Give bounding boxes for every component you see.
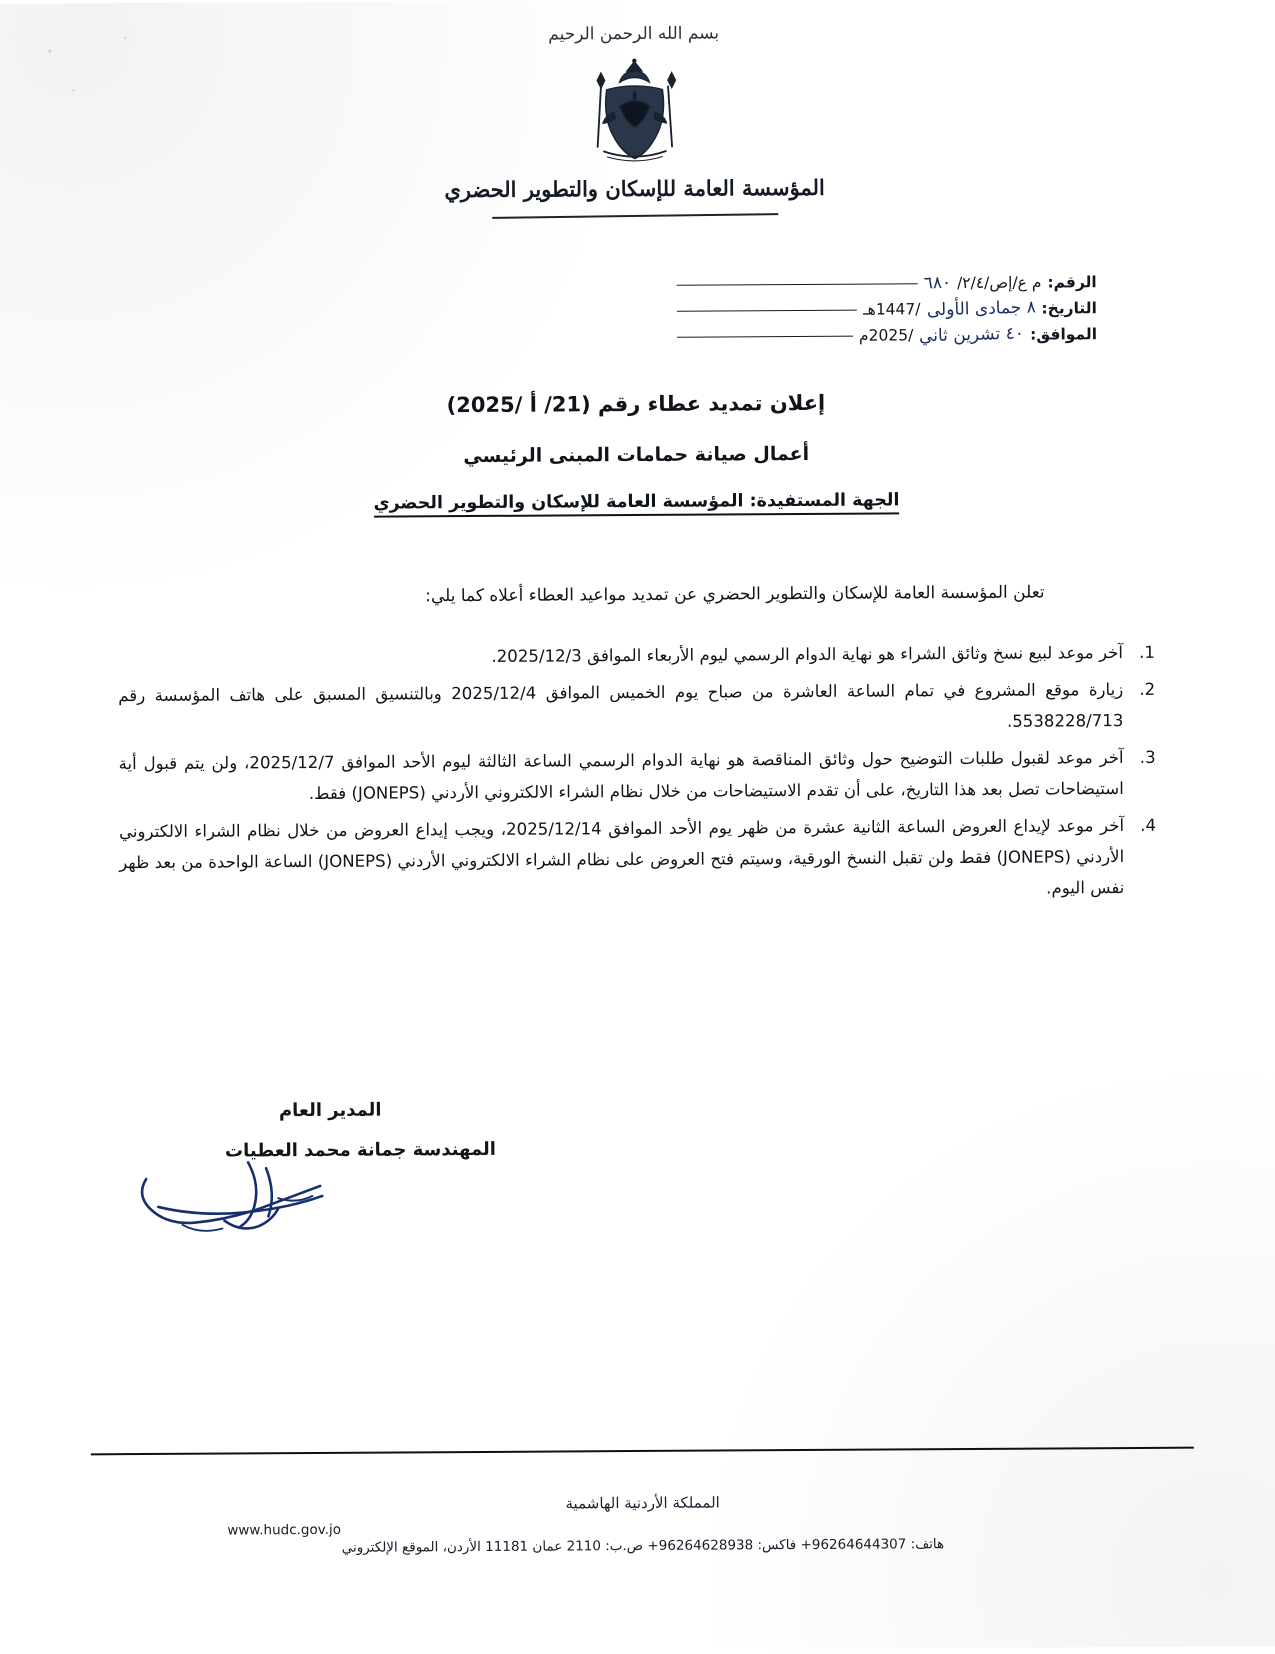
reference-date-label: التاريخ: xyxy=(1041,299,1097,318)
reference-date-row xyxy=(677,295,1097,324)
reference-number-rule xyxy=(677,283,918,285)
reference-date-rule xyxy=(677,310,857,312)
clause-item: زيارة موقع المشروع في تمام الساعة العاشرة من صباح يوم الخميس الموافق 2025/12/4 وبالتنسيق المسبق على هاتف المؤسسة رقم 5538228/713. xyxy=(118,680,1124,731)
handwritten-signature xyxy=(128,1141,399,1253)
beneficiary-text: الجهة المستفيدة: المؤسسة العامة للإسكان والتطوير الحضري xyxy=(374,490,900,517)
reference-corresponding-label: الموافق: xyxy=(1030,325,1098,344)
clause-item: آخر موعد لبيع نسخ وثائق الشراء هو نهاية الدوام الرسمي ليوم الأربعاء الموافق 2025/12/3. xyxy=(491,643,1124,666)
clauses-list xyxy=(118,637,1159,915)
footer-contact: هاتف: 96264644307+ فاكس: 96264628938+ ص.ب: 2110 عمان 11181 الأردن، الموقع الإلكتروني xyxy=(341,1536,945,1556)
reference-corresponding-suffix: /2025م xyxy=(858,326,914,345)
clause-item: آخر موعد لقبول طلبات التوضيح حول وثائق المناقصة هو نهاية الدوام الرسمي الساعة الثالثة ليوم الأحد الموافق 2025/12/7، ولن يتم قبول أية استيضاحات تصل بعد هذا التاريخ، على أن تقدم الاستيضاحات من خلال نظام الشراء الالكتروني الأردني (JONEPS) فقط. xyxy=(118,748,1124,804)
tender-subject: أعمال صيانة حمامات المبنى الرئيسي xyxy=(463,442,810,468)
reference-corresponding-handwritten: ٤٠ تشرين ثاني xyxy=(919,323,1025,347)
reference-corresponding-rule xyxy=(677,336,853,338)
footer-website[interactable]: www.hudc.gov.jo xyxy=(227,1521,342,1539)
reference-number-label: الرقم: xyxy=(1047,273,1097,292)
jordan-coat-of-arms-emblem xyxy=(578,58,691,167)
reference-date-handwritten: ٨ جمادى الأولى xyxy=(926,297,1036,321)
clause-item: آخر موعد لإيداع العروض الساعة الثانية عشرة من ظهر يوم الأحد الموافق 2025/12/14، ويجب إيداع العروض من خلال نظام الشراء الالكتروني الأردني (JONEPS) فقط ولن تقبل النسخ الورقية، وسيتم فتح العروض على نظام الشراء الالكتروني الأردني (JONEPS) الساعة الواحدة من بعد ظهر نفس اليوم. xyxy=(118,816,1125,898)
reference-corresponding-row xyxy=(677,321,1097,350)
basmala-text: بسم الله الرحمن الرحيم xyxy=(548,23,720,45)
organization-name: المؤسسة العامة للإسكان والتطوير الحضري xyxy=(444,174,825,203)
reference-number-handwritten: ٦٨٠ xyxy=(923,272,952,294)
reference-date-suffix: /1447هـ xyxy=(863,300,921,319)
page-title: إعلان تمديد عطاء رقم (21/ أ /2025) xyxy=(446,390,826,418)
signatory-title: المدير العام xyxy=(278,1099,382,1122)
scan-speck xyxy=(73,89,75,91)
reference-number-value: م ع/إص/٢/٤/ xyxy=(956,273,1042,293)
intro-paragraph: تعلن المؤسسة العامة للإسكان والتطوير الحضري عن تمديد مواعيد العطاء أعلاه كما يلي: xyxy=(425,582,1045,607)
signatory-name: المهندسة جمانة محمد العطيات xyxy=(224,1138,497,1162)
scan-speck xyxy=(48,50,51,53)
footer-kingdom: المملكة الأردنية الهاشمية xyxy=(565,1493,720,1513)
reference-block xyxy=(677,269,1097,350)
